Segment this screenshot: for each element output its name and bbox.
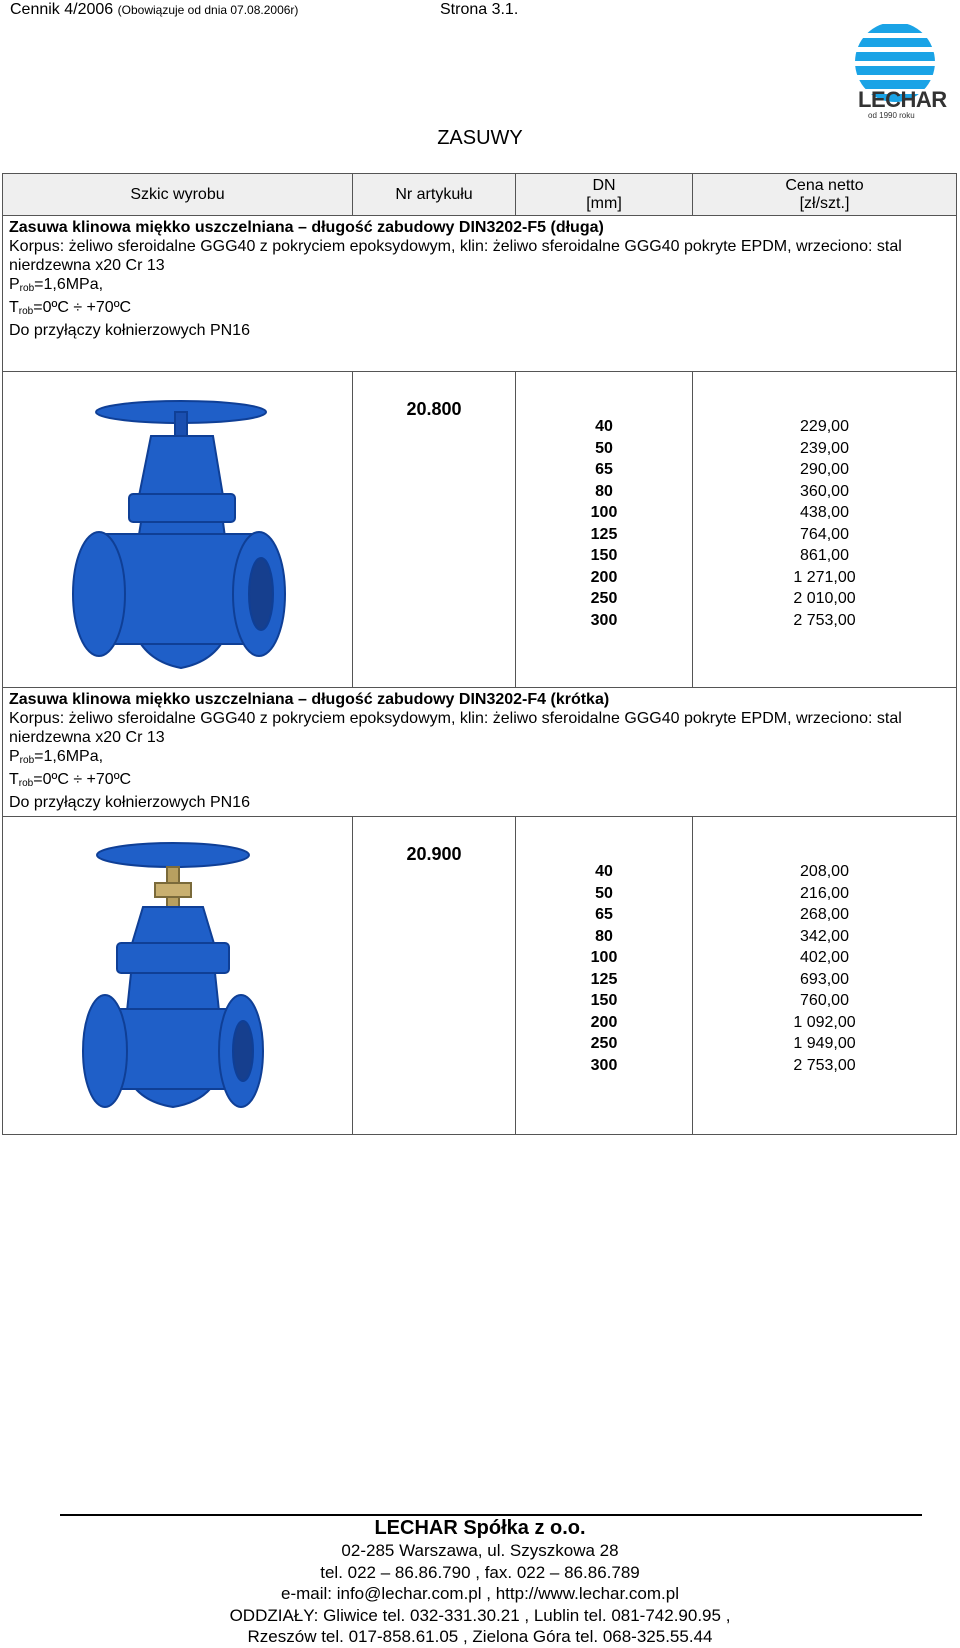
product-temperature: $T_{rob}=0ºC$ ÷ +70ºC (9, 771, 132, 789)
product-pressure: $P_{rob}=1,6MPa$, (9, 748, 104, 766)
dn-value: 200 (590, 1013, 618, 1031)
dn-list (516, 817, 693, 1135)
header-article: Nr artykułu (353, 174, 516, 216)
dn-value: 125 (590, 525, 618, 543)
price-value: 360,00 (800, 482, 849, 500)
dn-value: 50 (595, 884, 613, 902)
footer-company: LECHAR Spółka z o.o. (374, 1517, 586, 1539)
gate-valve-short-icon (81, 839, 271, 1131)
dn-value: 150 (590, 992, 618, 1009)
product-title: Zasuwa klinowa miękko uszczelniana – długość zabudowy DIN3202-F5 (długa) (9, 219, 604, 236)
price-value: 229,00 (800, 418, 849, 435)
price-value: 693,00 (800, 970, 849, 988)
product-connection: Do przyłączy kołnierzowych PN16 (9, 794, 250, 811)
dn-value: 250 (590, 590, 618, 607)
dn-value: 40 (595, 863, 613, 880)
footer-phone: tel. 022 – 86.86.790 , fax. 022 – 86.86.789 (320, 1562, 640, 1582)
header-sketch: Szkic wyrobu (3, 174, 353, 216)
dn-value: 80 (595, 927, 613, 945)
product-data-row (3, 372, 957, 688)
price-table (2, 173, 957, 1135)
dn-value: 200 (590, 568, 618, 586)
page-number: Strona 3.1. (440, 1, 519, 18)
product-pressure: $P_{rob}=1,6MPa$, (9, 276, 104, 294)
price-value: 239,00 (800, 439, 849, 457)
footer-address: 02-285 Warszawa, ul. Szyszkowa 28 (341, 1541, 619, 1560)
price-value: 208,00 (800, 863, 849, 880)
dn-value: 65 (595, 461, 613, 478)
header-dn: DN [mm] (516, 174, 693, 216)
product-connection: Do przyłączy kołnierzowych PN16 (9, 322, 250, 339)
price-value: 1 949,00 (793, 1035, 856, 1052)
dn-value: 80 (595, 482, 613, 500)
dn-value: 300 (590, 611, 618, 629)
product-material: Korpus: żeliwo sferoidalne GGG40 z pokryciem epoksydowym, klin: żeliwo sferoidalne GGG40 pokryte EPDM, wrzeciono: stal nierdzewna x20 Cr 13 (9, 238, 902, 274)
price-value: 402,00 (800, 949, 849, 966)
table-header-row (3, 174, 957, 216)
price-value: 1 271,00 (793, 568, 856, 586)
price-value: 342,00 (800, 927, 849, 945)
product-sketch (3, 817, 353, 1135)
price-value: 2 753,00 (793, 611, 856, 629)
logo-tagline: od 1990 roku (868, 111, 915, 120)
pricelist-validity: (Obowiązuje od dnia 07.08.2006r) (117, 3, 299, 17)
price-value: 1 092,00 (793, 1013, 856, 1031)
product-sketch (3, 372, 353, 688)
dn-value: 150 (590, 547, 618, 564)
dn-value: 40 (595, 418, 613, 435)
product-description (3, 688, 957, 817)
dn-value: 100 (590, 504, 618, 521)
footer (0, 1516, 960, 1648)
dn-value: 250 (590, 1035, 618, 1052)
price-value: 268,00 (800, 906, 849, 923)
dn-value: 50 (595, 439, 613, 457)
article-number: 20.900 (353, 817, 516, 1135)
dn-value: 65 (595, 906, 613, 923)
article-number: 20.800 (353, 372, 516, 688)
price-value: 764,00 (800, 525, 849, 543)
product-description-row (3, 688, 957, 817)
footer-branches: Rzeszów tel. 017-858.61.05 , Zielona Góra tel. 068-325.55.44 (247, 1627, 713, 1646)
product-description (3, 216, 957, 372)
dn-value: 125 (590, 970, 618, 988)
price-value: 2 010,00 (793, 590, 856, 607)
pricelist-header (10, 1, 298, 19)
price-value: 2 753,00 (793, 1056, 856, 1074)
price-value: 438,00 (800, 504, 849, 521)
product-description-row (3, 216, 957, 372)
product-temperature: $T_{rob}=0ºC$ ÷ +70ºC (9, 299, 132, 317)
price-value: 760,00 (800, 992, 849, 1009)
product-title: Zasuwa klinowa miękko uszczelniana – długość zabudowy DIN3202-F4 (krótka) (9, 691, 610, 708)
product-material: Korpus: żeliwo sferoidalne GGG40 z pokryciem epoksydowym, klin: żeliwo sferoidalne GGG40 pokryte EPDM, wrzeciono: stal nierdzewna x20 Cr 13 (9, 710, 902, 746)
footer-branches: ODDZIAŁY: Gliwice tel. 032-331.30.21 , Lublin tel. 081-742.90.95 , (229, 1605, 731, 1625)
pricelist-number: Cennik 4/2006 (10, 1, 114, 18)
footer-web: e-mail: info@lechar.com.pl , http://www.lechar.com.pl (280, 1584, 680, 1603)
dn-value: 100 (590, 949, 618, 966)
product-data-row (3, 817, 957, 1135)
gate-valve-long-icon (63, 398, 303, 684)
price-list (693, 372, 957, 688)
price-list (693, 817, 957, 1135)
price-value: 216,00 (800, 884, 849, 902)
dn-list (516, 372, 693, 688)
page-title: ZASUWY (437, 127, 523, 149)
price-value: 290,00 (800, 461, 849, 478)
header-price: Cena netto [zł/szt.] (693, 174, 957, 216)
logo-wordmark: LECHAR (858, 87, 947, 112)
dn-value: 300 (590, 1056, 618, 1074)
price-value: 861,00 (800, 547, 849, 564)
